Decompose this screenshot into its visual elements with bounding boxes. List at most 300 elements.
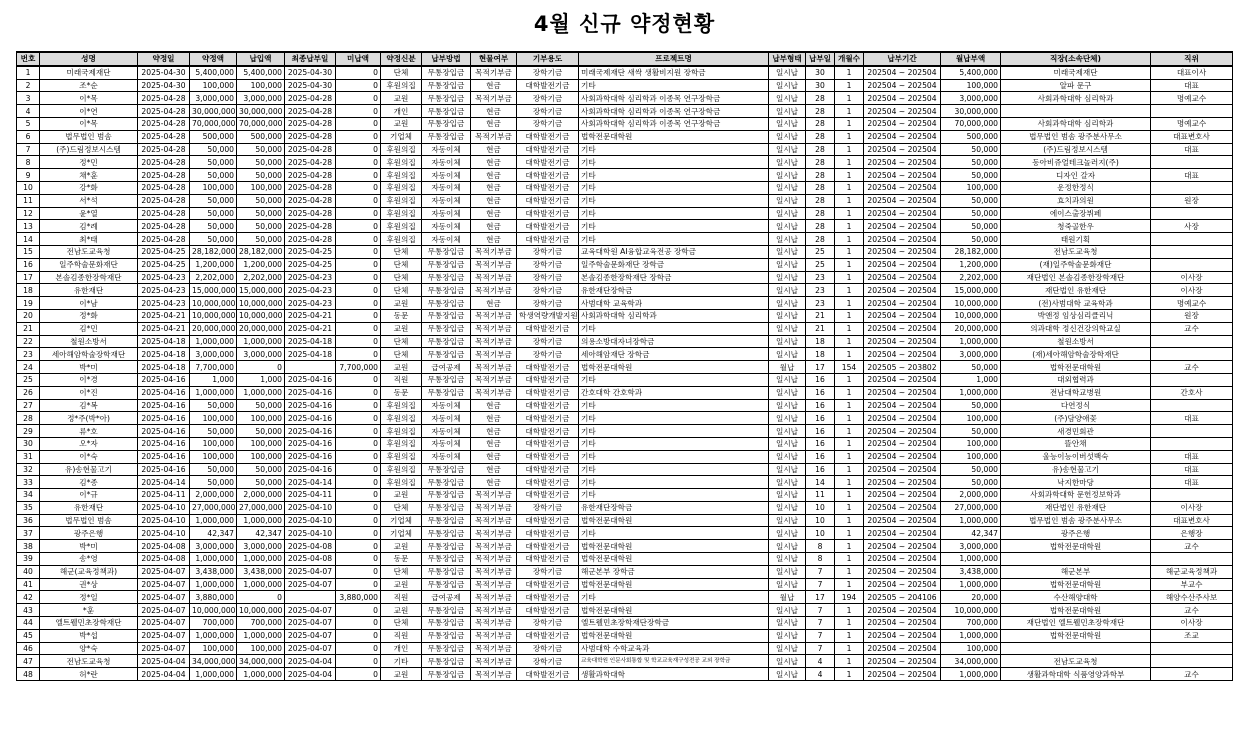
table-cell: 일시납 [769,245,806,258]
table-cell: 3,000,000 [237,92,285,105]
table-cell: 2025-04-28 [285,233,336,246]
table-cell: 전남도교육청 [1001,655,1151,668]
table-cell: 일시납 [769,399,806,412]
table-cell: 대학발전기금 [517,604,579,617]
table-cell: 오*자 [40,437,138,450]
table-cell: 50,000 [237,156,285,169]
table-cell: 1 [835,565,864,578]
table-cell: 목적기부금 [471,501,517,514]
table-cell: 이*남 [40,297,138,310]
table-cell: 1,000,000 [941,335,1001,348]
table-cell: 30 [17,437,40,450]
table-cell: 3,000,000 [941,348,1001,361]
table-cell: 2025-04-28 [138,143,190,156]
table-cell: 대표이사 [1151,66,1233,79]
table-cell: 대학발전기금 [517,322,579,335]
table-cell: 2025-04-04 [285,655,336,668]
table-cell: 0 [336,220,381,233]
table-cell: 50,000 [941,169,1001,182]
table-cell: 자동이체 [422,233,471,246]
table-cell: 현금 [471,207,517,220]
table-cell: (주)드림정보시스템 [40,143,138,156]
table-cell: 0 [336,130,381,143]
table-cell: 1,000,000 [190,553,237,566]
table-cell: 대학발전기금 [517,591,579,604]
table-cell: 2025-04-08 [285,553,336,566]
table-cell: 후원의집 [381,79,422,92]
table-cell: 500,000 [190,130,237,143]
table-cell: 해군본부 장학금 [579,565,769,578]
table-cell: 일시납 [769,386,806,399]
table-cell: 17 [806,361,835,374]
table-cell: 1,000,000 [941,386,1001,399]
table-cell: 50,000 [190,194,237,207]
table-row [17,578,1233,591]
table-cell: 일시납 [769,642,806,655]
table-cell: 1 [835,169,864,182]
table-cell: 21 [17,322,40,335]
table-cell [1151,553,1233,566]
table-cell: 교원 [381,92,422,105]
table-cell: 202504 ~ 202504 [864,271,941,284]
table-cell: 1,200,000 [190,258,237,271]
table-cell: 15,000,000 [190,284,237,297]
table-cell: 2025-04-18 [138,361,190,374]
table-cell [1151,258,1233,271]
table-cell: 교육대학원 인문사회통합 및 학교교육재구성전공 교외 장학금 [579,655,769,668]
table-cell: 2025-04-23 [285,271,336,284]
table-cell: 기업체 [381,527,422,540]
table-cell: 14 [17,233,40,246]
table-body [17,66,1233,681]
table-cell: 13 [17,220,40,233]
table-cell: 1 [835,425,864,438]
table-cell: 0 [336,348,381,361]
table-cell: 대표 [1151,463,1233,476]
table-cell: 50,000 [941,156,1001,169]
table-row [17,425,1233,438]
table-cell: 1,000,000 [237,335,285,348]
table-cell: 1,000,000 [941,668,1001,681]
table-cell: 법무법인 범솜 [40,514,138,527]
table-cell: 의용소방대자녀장학금 [579,335,769,348]
table-cell: 1 [835,617,864,630]
table-cell: 목적기부금 [471,309,517,322]
table-cell: 202504 ~ 202504 [864,335,941,348]
table-cell: 급여공제 [422,591,471,604]
table-cell: 50,000 [237,220,285,233]
table-cell: 대학발전기금 [517,233,579,246]
table-cell: 일시납 [769,156,806,169]
table-cell: 직원 [381,629,422,642]
table-cell: 2025-04-11 [138,489,190,502]
table-cell: 일시납 [769,373,806,386]
table-cell: 1,000,000 [237,668,285,681]
table-cell: 일시납 [769,553,806,566]
table-cell: 16 [806,373,835,386]
table-cell: 유)송현물고기 [1001,463,1151,476]
table-cell [1151,399,1233,412]
table-cell: 3,438,000 [941,565,1001,578]
table-cell: 28,182,000 [941,245,1001,258]
table-cell: 목적기부금 [471,553,517,566]
table-cell: 2025-04-23 [138,271,190,284]
table-cell: 2025-04-14 [285,476,336,489]
table-cell: 후원의집 [381,156,422,169]
table-cell: 27,000,000 [190,501,237,514]
table-cell: 50,000 [941,143,1001,156]
table-cell: 무통장입금 [422,348,471,361]
table-row [17,92,1233,105]
table-cell: 4 [806,668,835,681]
table-row [17,117,1233,130]
table-cell: 50,000 [941,399,1001,412]
table-cell: 무통장입금 [422,540,471,553]
table-cell: 강*화 [40,181,138,194]
table-cell: 16 [806,463,835,476]
table-cell: 100,000 [190,450,237,463]
table-cell: 기타 [579,181,769,194]
table-cell: 월납 [769,361,806,374]
table-cell: 100,000 [190,437,237,450]
table-cell: 2025-04-10 [285,527,336,540]
table-cell [285,591,336,604]
table-cell: 1,000,000 [941,514,1001,527]
table-cell: 법학전문대학원 [579,514,769,527]
table-cell: 1,200,000 [941,258,1001,271]
table-cell: 3,000,000 [237,540,285,553]
table-cell: 장학기금 [517,501,579,514]
table-cell: 일시납 [769,463,806,476]
table-cell: 1 [835,668,864,681]
table-cell: 일시납 [769,617,806,630]
table-cell: 24 [17,361,40,374]
table-cell: 202504 ~ 202504 [864,245,941,258]
table-cell: 자동이체 [422,156,471,169]
table-cell: 2,202,000 [941,271,1001,284]
table-cell: 대학발전기금 [517,412,579,425]
table-cell: 일시납 [769,348,806,361]
table-cell: 202504 ~ 202504 [864,66,941,79]
table-cell: 사회과학대학 심리학과 이종목 연구장학금 [579,92,769,105]
table-cell: 목적기부금 [471,322,517,335]
table-cell: 대학발전기금 [517,156,579,169]
table-cell: 202504 ~ 202504 [864,463,941,476]
table-cell: 목적기부금 [471,361,517,374]
table-cell: 1 [835,156,864,169]
table-cell: 1 [835,489,864,502]
table-cell: 2025-04-07 [285,617,336,630]
table-cell: 1,000,000 [190,629,237,642]
table-row [17,642,1233,655]
table-cell: 30,000,000 [941,105,1001,118]
table-cell: 2025-04-28 [285,105,336,118]
table-cell: 1,000,000 [190,668,237,681]
table-cell: 0 [336,489,381,502]
table-cell: 사범대학 수학교육과 [579,642,769,655]
table-cell: 기타 [579,207,769,220]
table-cell: 장학기금 [517,117,579,130]
table-cell: 목적기부금 [471,130,517,143]
table-cell: 목적기부금 [471,66,517,79]
table-cell: 1 [835,220,864,233]
table-cell: 50,000 [237,463,285,476]
table-cell: 2025-04-04 [138,655,190,668]
table-cell: 김*민 [40,322,138,335]
table-cell: 장학기금 [517,348,579,361]
column-header: 약정일 [138,52,190,66]
table-cell: 재단법인 유한재단 [1001,284,1151,297]
table-cell: 대학발전기금 [517,169,579,182]
table-cell: 이*경 [40,373,138,386]
table-cell: 이*숙 [40,450,138,463]
table-cell: 0 [336,463,381,476]
table-cell: 대표 [1151,79,1233,92]
table-cell: 정*민 [40,156,138,169]
table-cell: 34,000,000 [190,655,237,668]
table-cell: 2025-04-10 [138,527,190,540]
table-cell: 70,000,000 [941,117,1001,130]
table-row [17,437,1233,450]
table-cell: 0 [336,117,381,130]
table-cell: 50,000 [941,463,1001,476]
table-cell: 이*목 [40,92,138,105]
table-cell: 50,000 [190,425,237,438]
table-cell: 28,182,000 [190,245,237,258]
table-cell: 유한재단장학금 [579,501,769,514]
table-cell: 1 [835,258,864,271]
table-cell [1151,233,1233,246]
table-cell: 무통장입금 [422,629,471,642]
table-cell: 2025-04-10 [285,501,336,514]
table-cell: 사회과학대학 심리학과 이종목 연구장학금 [579,117,769,130]
table-row [17,181,1233,194]
table-cell: 2025-04-16 [138,386,190,399]
table-cell: 1 [835,540,864,553]
table-cell: 202504 ~ 202504 [864,156,941,169]
table-cell: 2025-04-14 [138,476,190,489]
table-cell: 후원의집 [381,181,422,194]
table-row [17,604,1233,617]
table-cell: 장학기금 [517,105,579,118]
table-cell: 단체 [381,66,422,79]
table-cell: 대표 [1151,412,1233,425]
table-cell: 2025-04-28 [138,233,190,246]
table-cell: 0 [336,527,381,540]
table-cell [1151,181,1233,194]
table-cell: 장학기금 [517,617,579,630]
table-cell: 법학전문대학원 [579,130,769,143]
table-cell: 일시납 [769,489,806,502]
table-cell [285,361,336,374]
table-cell: 32 [17,463,40,476]
table-cell: 목적기부금 [471,271,517,284]
table-cell: 202504 ~ 202504 [864,655,941,668]
table-cell: 25 [806,258,835,271]
table-cell: 42,347 [190,527,237,540]
table-cell: 기타 [579,156,769,169]
table-cell: 0 [336,335,381,348]
table-row [17,463,1233,476]
table-cell: 무통장입금 [422,501,471,514]
table-cell: 100,000 [237,79,285,92]
table-cell [1151,642,1233,655]
table-cell: 정*주(박*아) [40,412,138,425]
table-cell: 기타 [579,143,769,156]
table-row [17,79,1233,92]
table-cell: 무통장입금 [422,604,471,617]
table-cell: 2025-04-16 [138,373,190,386]
table-cell: 무통장입금 [422,271,471,284]
table-cell: 28 [806,181,835,194]
table-cell: 16 [806,450,835,463]
table-cell: 100,000 [941,412,1001,425]
table-cell: 기타 [579,169,769,182]
table-cell: 전남도교육청 [40,245,138,258]
table-cell: 100,000 [190,642,237,655]
table-cell: 2025-04-28 [285,220,336,233]
table-cell: 2025-04-07 [285,642,336,655]
table-row [17,245,1233,258]
table-cell: 11 [17,194,40,207]
table-cell: 동문 [381,553,422,566]
table-cell: 42,347 [941,527,1001,540]
table-cell: 미래국제재단 [1001,66,1151,79]
table-cell: 0 [336,284,381,297]
table-cell [1001,553,1151,566]
table-cell: 기업체 [381,130,422,143]
table-cell: 대학발전기금 [517,130,579,143]
table-cell: 부교수 [1151,578,1233,591]
table-cell: 목적기부금 [471,284,517,297]
table-cell: 법학전문대학원 [579,540,769,553]
table-cell: 1 [835,194,864,207]
table-cell [1151,425,1233,438]
table-cell: 재단법인 엘트웰민초장학재단 [1001,617,1151,630]
table-cell: 현금 [471,117,517,130]
table-cell: 3,880,000 [190,591,237,604]
table-cell: 무통장입금 [422,578,471,591]
table-cell: 전남도교육청 [1001,245,1151,258]
table-cell: 2025-04-25 [138,258,190,271]
table-cell: 2025-04-16 [285,373,336,386]
column-header: 납부방법 [422,52,471,66]
table-cell: 현금 [471,194,517,207]
table-cell: 단체 [381,271,422,284]
table-cell: 2025-04-25 [285,245,336,258]
table-row [17,156,1233,169]
table-cell: 에이스출장뷔페 [1001,207,1151,220]
table-cell: 자동이체 [422,450,471,463]
table-cell: 엘트웰민초장학재단 [40,617,138,630]
table-cell: 명예교수 [1151,92,1233,105]
table-cell: 2025-04-21 [138,322,190,335]
table-cell: 현금 [471,399,517,412]
table-cell: (재)일주학술문화재단 [1001,258,1151,271]
table-cell: 50,000 [941,194,1001,207]
table-cell: 50,000 [237,233,285,246]
table-cell: 0 [336,399,381,412]
table-cell: 1,000,000 [941,553,1001,566]
table-cell: 단체 [381,258,422,271]
table-row [17,489,1233,502]
table-cell: 30,000,000 [237,105,285,118]
table-cell: 2025-04-10 [285,514,336,527]
table-cell: 202504 ~ 202504 [864,668,941,681]
table-cell: 202504 ~ 202504 [864,194,941,207]
table-cell: 0 [336,322,381,335]
table-cell: 1 [835,629,864,642]
table-cell: 50,000 [190,207,237,220]
table-cell: 2,202,000 [190,271,237,284]
column-header: 직위 [1151,52,1233,66]
table-cell: 목적기부금 [471,258,517,271]
table-row [17,450,1233,463]
table-cell: 장학기금 [517,92,579,105]
table-cell: 27,000,000 [941,501,1001,514]
table-row [17,617,1233,630]
table-cell: 30,000,000 [190,105,237,118]
table-row [17,540,1233,553]
table-cell: 무통장입금 [422,105,471,118]
table-cell: 50,000 [941,476,1001,489]
column-header: 현물여부 [471,52,517,66]
table-cell: 1 [835,450,864,463]
table-cell: 41 [17,578,40,591]
table-cell: 해군교육정책과 [1151,565,1233,578]
table-cell: 0 [336,156,381,169]
table-cell: 16 [806,425,835,438]
table-cell: 조*순 [40,79,138,92]
table-cell: 1 [835,463,864,476]
table-cell: 장학기금 [517,245,579,258]
table-cell: 사회과학대학 심리학과 이종목 연구장학금 [579,105,769,118]
table-cell: 42,347 [237,527,285,540]
table-cell: 100,000 [941,79,1001,92]
column-header: 직장(소속단체) [1001,52,1151,66]
table-cell: 202505 ~ 203802 [864,361,941,374]
table-cell: 2025-04-28 [138,156,190,169]
table-cell: (주)담양애꽃 [1001,412,1151,425]
table-cell: 1 [835,501,864,514]
table-cell: 대학발전기금 [517,143,579,156]
table-cell: 현금 [471,105,517,118]
table-row [17,565,1233,578]
table-cell: 2025-04-30 [138,66,190,79]
table-cell: 16 [17,258,40,271]
table-cell: 장학기금 [517,284,579,297]
table-cell: 교원 [381,297,422,310]
table-cell: 현금 [471,476,517,489]
table-cell: 무통장입금 [422,258,471,271]
table-cell: 일시납 [769,578,806,591]
table-cell: 일시납 [769,322,806,335]
table-row [17,655,1233,668]
table-cell: 10,000,000 [237,604,285,617]
table-cell: 202505 ~ 204106 [864,591,941,604]
table-cell: 현금 [471,220,517,233]
table-cell: 무통장입금 [422,476,471,489]
table-cell: 다연정식 [1001,399,1151,412]
table-cell: 2025-04-23 [138,284,190,297]
table-cell: 3,000,000 [941,92,1001,105]
table-cell: 10,000,000 [941,604,1001,617]
table-cell: 일시납 [769,425,806,438]
table-cell: 25 [17,373,40,386]
table-cell: 18 [806,348,835,361]
table-cell: 후원의집 [381,463,422,476]
table-cell: 자동이체 [422,437,471,450]
